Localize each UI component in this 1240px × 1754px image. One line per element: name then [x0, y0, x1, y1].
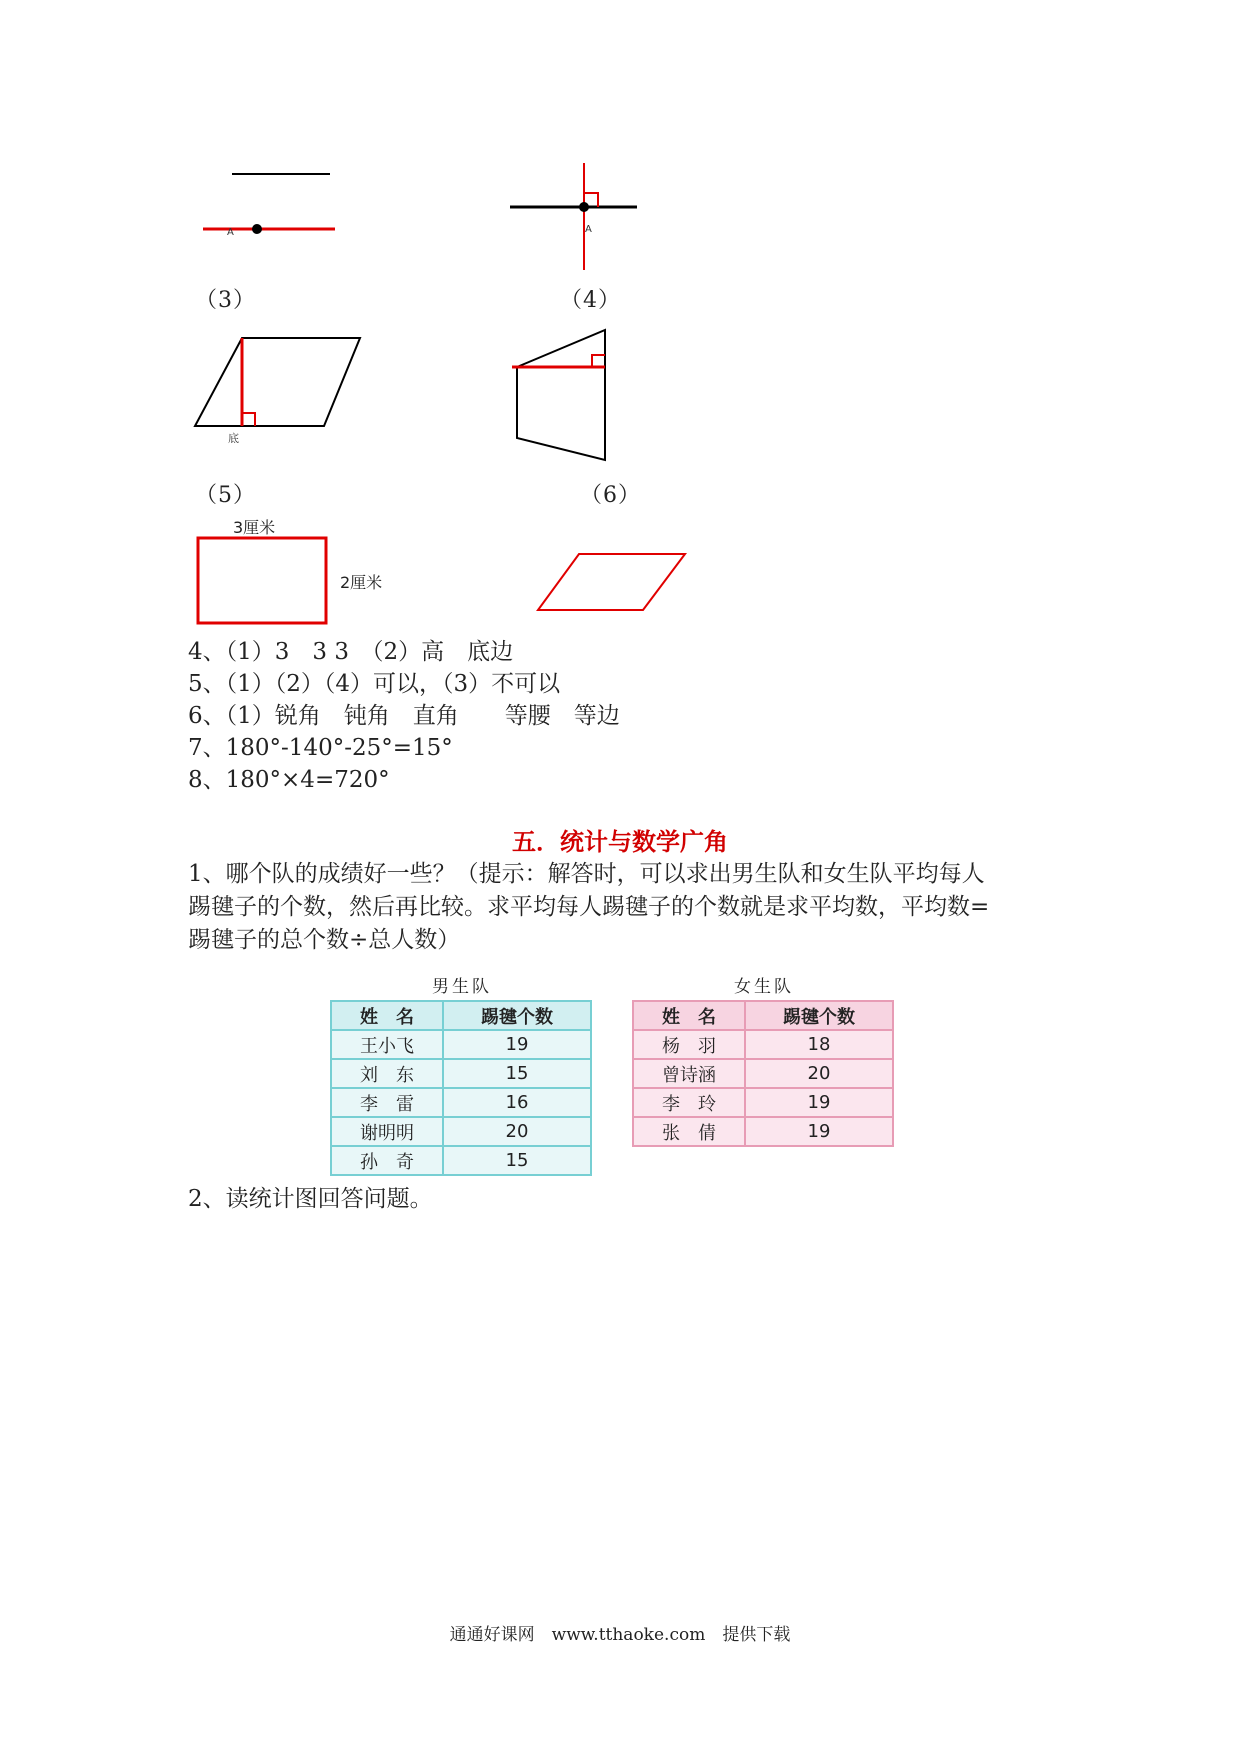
figure-6-trapezoid-height: [510, 325, 620, 465]
table-row: [331, 1088, 591, 1117]
section-title: 五．统计与数学广角: [512, 827, 728, 856]
table-row: [331, 1146, 591, 1175]
table-header-row: [633, 1001, 893, 1030]
row-count: 18: [745, 1030, 893, 1059]
figure-4-perpendicular: [505, 160, 645, 275]
answer-8: 8、180°×4=720°: [188, 767, 390, 793]
row-count: 15: [443, 1146, 591, 1175]
answer-6: 6、（1）锐角 钝角 直角 等腰 等边: [188, 703, 620, 729]
row-count: 19: [745, 1088, 893, 1117]
question-2: 2、读统计图回答问题。: [188, 1186, 433, 1212]
page-footer: 通通好课网 www.tthaoke.com 提供下载: [449, 1625, 791, 1645]
row-name: 张 倩: [633, 1117, 745, 1146]
row-name: 孙 奇: [331, 1146, 443, 1175]
row-name: 谢明明: [331, 1117, 443, 1146]
row-name: 曾诗涵: [633, 1059, 745, 1088]
row-name: 王小飞: [331, 1030, 443, 1059]
row-count: 20: [745, 1059, 893, 1088]
table-row: [331, 1059, 591, 1088]
boys-table: [330, 1000, 592, 1176]
question-1: [188, 858, 1068, 957]
red-rectangle: [195, 535, 335, 630]
row-name: 李 雷: [331, 1088, 443, 1117]
figure-3-parallel-lines: [195, 160, 345, 250]
answer-4: 4、（1）3 3 3 （2）高 底边: [188, 639, 514, 665]
header-name: 姓 名: [331, 1001, 443, 1030]
table-row: [331, 1030, 591, 1059]
question-1-line-2: 踢毽子的个数，然后再比较。求平均每人踢毽子的个数就是求平均数，平均数=: [188, 894, 990, 920]
svg-text:A: A: [585, 224, 592, 235]
figure-label-5: （5）: [195, 483, 256, 508]
row-count: 19: [745, 1117, 893, 1146]
svg-text:底: 底: [228, 432, 239, 445]
rect-height-label: 2厘米: [340, 573, 383, 592]
girls-table: [632, 1000, 894, 1147]
row-count: 20: [443, 1117, 591, 1146]
table-row: [633, 1059, 893, 1088]
table-row: [331, 1117, 591, 1146]
figure-label-3: （3）: [195, 288, 256, 313]
answer-5: 5、（1）（2）（4）可以，（3）不可以: [188, 671, 561, 697]
boys-table-caption: 男生队: [432, 977, 492, 997]
table-row: [633, 1088, 893, 1117]
row-count: 15: [443, 1059, 591, 1088]
rect-width-label: 3厘米: [233, 518, 276, 537]
table-header-row: [331, 1001, 591, 1030]
header-count: 踢毽个数: [745, 1001, 893, 1030]
red-parallelogram: [535, 550, 690, 615]
header-name: 姓 名: [633, 1001, 745, 1030]
row-count: 19: [443, 1030, 591, 1059]
row-count: 16: [443, 1088, 591, 1117]
table-row: [633, 1117, 893, 1146]
question-1-line-3: 踢毽子的总个数÷总人数）: [188, 927, 461, 953]
table-row: [633, 1030, 893, 1059]
svg-text:A: A: [227, 227, 234, 238]
figure-label-6: （6）: [580, 483, 641, 508]
answer-7: 7、180°-140°-25°=15°: [188, 735, 453, 761]
figure-label-4: （4）: [560, 288, 621, 313]
header-count: 踢毽个数: [443, 1001, 591, 1030]
figure-5-parallelogram-height: [190, 330, 370, 450]
row-name: 李 玲: [633, 1088, 745, 1117]
girls-table-caption: 女生队: [734, 977, 794, 997]
row-name: 刘 东: [331, 1059, 443, 1088]
question-1-line-1: 1、哪个队的成绩好一些？（提示：解答时，可以求出男生队和女生队平均每人: [188, 861, 985, 887]
row-name: 杨 羽: [633, 1030, 745, 1059]
